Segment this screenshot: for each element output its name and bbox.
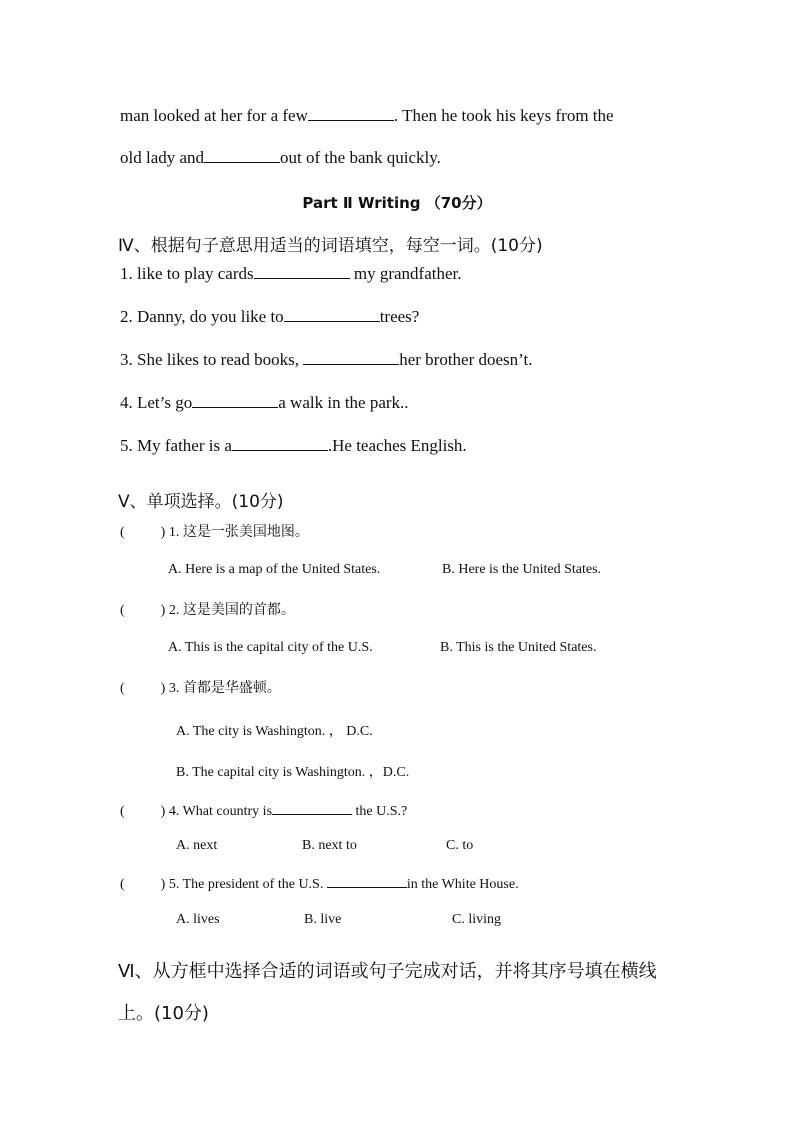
item-text: a walk in the park.. <box>278 393 409 412</box>
fill-item-5 <box>120 436 467 456</box>
question-stem: 4. What country is <box>168 804 273 819</box>
item-text: trees? <box>379 307 420 326</box>
answer-blank[interactable] <box>254 264 350 279</box>
section-heading: Ⅴ、单项选择。(10分) <box>118 492 284 512</box>
question-stem: 1. 这是一张美国地图。 <box>168 525 309 540</box>
section-heading: Ⅵ、从方框中选择合适的词语或句子完成对话，并将其序号填在横线 <box>118 961 657 982</box>
option-b: B. This is the United States. <box>440 640 597 655</box>
answer-blank[interactable] <box>232 436 328 451</box>
question-stem: 5. The president of the U.S. <box>168 877 327 892</box>
answer-blank[interactable] <box>272 802 352 815</box>
passage-text: . Then he took his keys from the <box>393 106 614 125</box>
option-a: A. lives <box>176 912 220 927</box>
passage-text: old lady and <box>120 148 205 167</box>
mc-question-2 <box>120 599 295 619</box>
answer-blank[interactable] <box>192 393 278 408</box>
answer-blank[interactable] <box>284 307 380 322</box>
mc-question-5 <box>120 875 519 893</box>
option-a: A. The city is Washington. ， D.C. <box>176 724 373 739</box>
item-text: .He teaches English. <box>327 436 467 455</box>
answer-blank[interactable] <box>303 350 399 365</box>
item-text: her brother doesn’t. <box>399 350 533 369</box>
option-c: C. to <box>446 838 474 853</box>
paren-close: ) <box>160 804 166 819</box>
paren-open: ( <box>120 804 125 819</box>
item-text: 1. like to play cards <box>120 264 254 283</box>
fill-item-2 <box>120 307 419 327</box>
fill-item-4 <box>120 393 409 413</box>
item-text: 2. Danny, do you like to <box>120 307 284 326</box>
item-text: 3. She likes to read books, <box>120 350 304 369</box>
paren-open: ( <box>120 877 125 892</box>
passage-line-1 <box>120 106 614 126</box>
paren-open: ( <box>120 525 125 540</box>
mc-question-4 <box>120 802 407 820</box>
passage-text: out of the bank quickly. <box>280 148 441 167</box>
option-b: B. live <box>304 912 342 927</box>
question-stem: 3. 首都是华盛顿。 <box>168 681 281 696</box>
answer-blank[interactable] <box>308 106 394 121</box>
part-heading: Part Ⅱ Writing （70分） <box>302 194 492 212</box>
option-b: B. Here is the United States. <box>442 562 602 577</box>
option-a: A. Here is a map of the United States. <box>168 562 381 577</box>
answer-blank[interactable] <box>327 875 407 888</box>
paren-open: ( <box>120 603 125 618</box>
option-a: A. This is the capital city of the U.S. <box>168 640 373 655</box>
item-text: 5. My father is a <box>120 436 232 455</box>
paren-close: ) <box>160 603 166 618</box>
section-heading: Ⅳ、根据句子意思用适当的词语填空，每空一词。(10分) <box>118 236 543 256</box>
paren-open: ( <box>120 681 125 696</box>
question-stem: the U.S.? <box>352 804 408 819</box>
question-stem: 2. 这是美国的首都。 <box>168 603 295 618</box>
option-a: A. next <box>176 838 218 853</box>
passage-line-2 <box>120 148 441 168</box>
answer-blank[interactable] <box>204 148 280 163</box>
item-text: 4. Let’s go <box>120 393 193 412</box>
mc-question-1 <box>120 521 309 541</box>
item-text: my grandfather. <box>349 264 462 283</box>
option-b: B. next to <box>302 838 357 853</box>
paren-close: ) <box>160 681 166 696</box>
fill-item-1 <box>120 264 462 284</box>
question-stem: in the White House. <box>406 877 519 892</box>
paren-close: ) <box>160 525 166 540</box>
mc-question-3 <box>120 677 281 697</box>
option-c: C. living <box>452 912 502 927</box>
section-heading-continued: 上。(10分) <box>118 1003 209 1024</box>
fill-item-3 <box>120 350 533 370</box>
paren-close: ) <box>160 877 166 892</box>
passage-text: man looked at her for a few <box>120 106 308 125</box>
option-b: B. The capital city is Washington. ，D.C. <box>176 765 410 780</box>
